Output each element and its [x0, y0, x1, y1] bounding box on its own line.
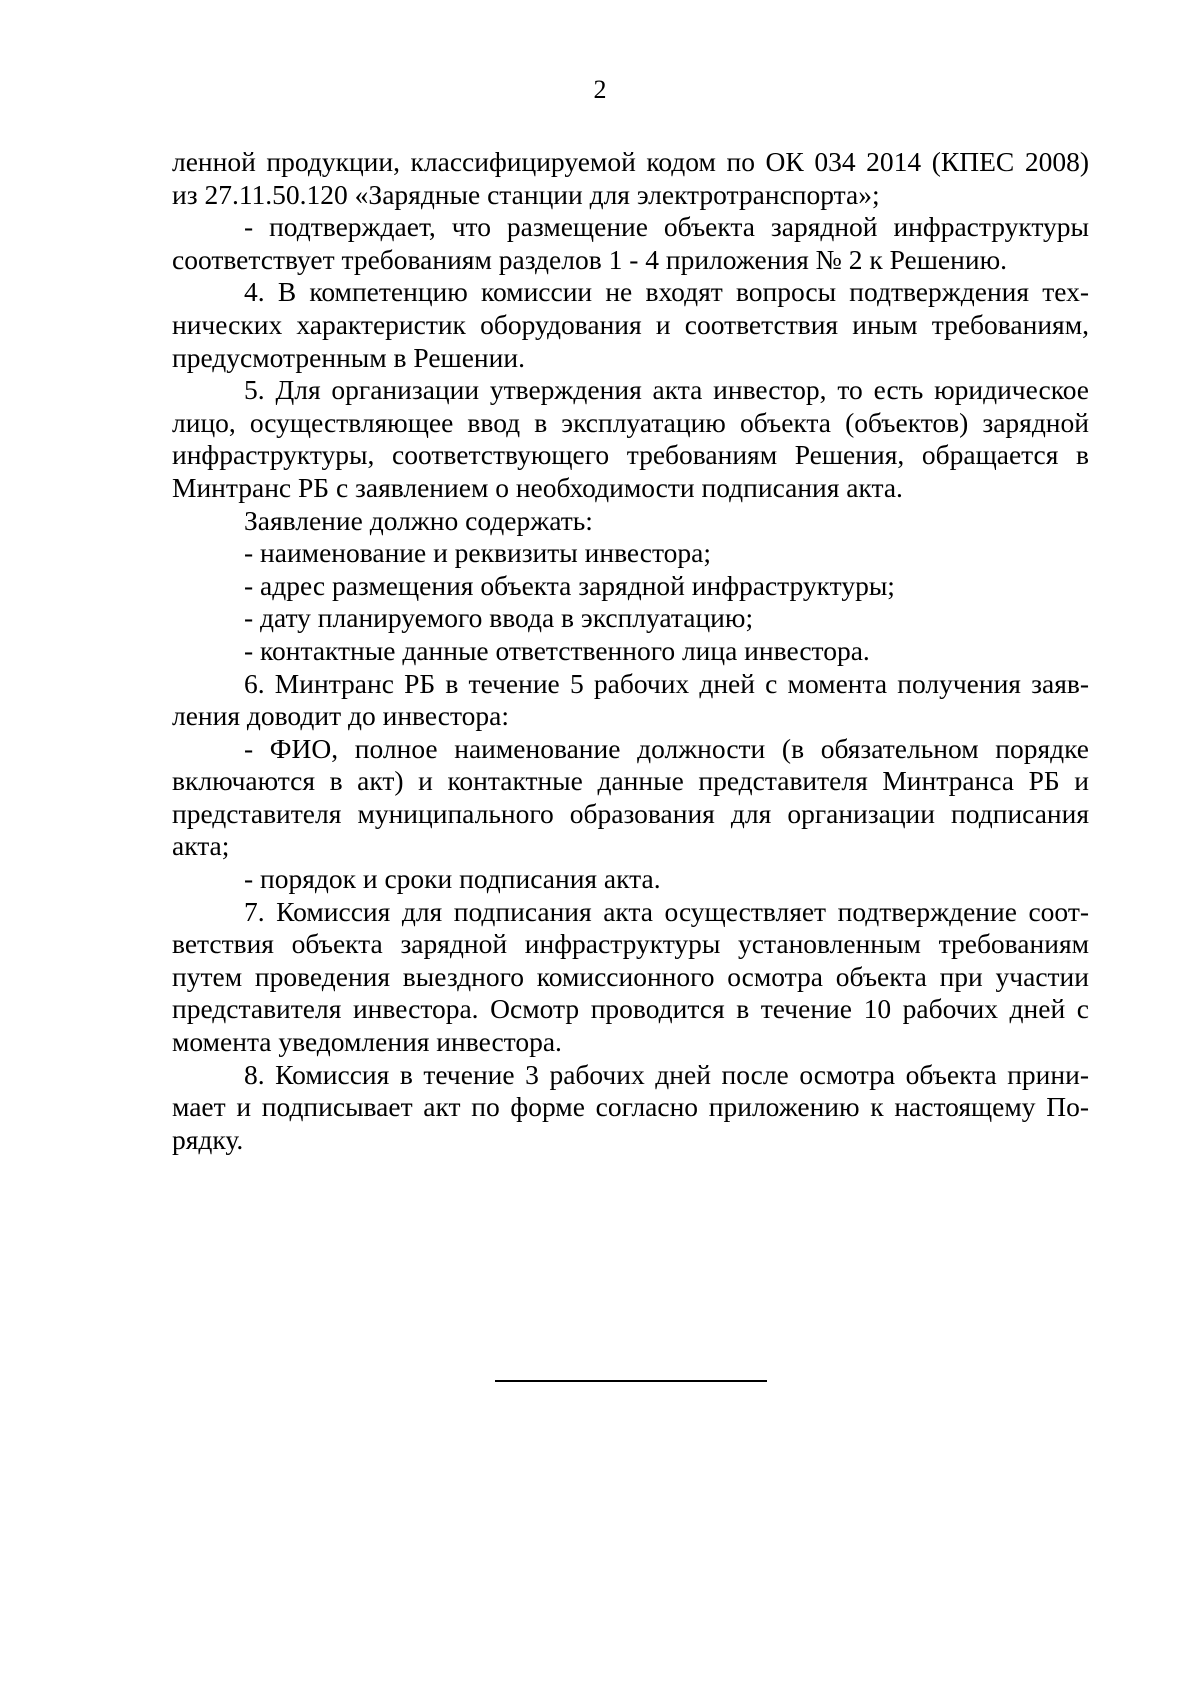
paragraph-p10	[172, 668, 1089, 733]
text-line: 7. Комиссия для подписания акта осуществляет подтверждение соот-	[244, 895, 1089, 927]
text-line: нических характеристик оборудования и соответствия иным требованиям,	[172, 308, 1089, 340]
paragraph-p12	[172, 863, 1089, 896]
paragraph-p14	[172, 1059, 1089, 1157]
text-line: ветствия объекта зарядной инфраструктуры установленным требованиям	[172, 928, 1089, 960]
text-line: акта;	[172, 830, 230, 862]
paragraph-p2	[172, 211, 1089, 276]
paragraph-p3	[172, 276, 1089, 374]
paragraph-p13	[172, 896, 1089, 1059]
text-line: - порядок и сроки подписания акта.	[244, 863, 661, 895]
page-number: 2	[593, 75, 607, 104]
text-line: представителя инвестора. Осмотр проводится в течение 10 рабочих дней с	[172, 993, 1089, 1025]
text-line: 4. В компетенцию комиссии не входят вопросы подтверждения тех-	[244, 276, 1089, 308]
paragraph-p8	[172, 602, 1089, 635]
paragraph-p11	[172, 733, 1089, 863]
paragraph-p9	[172, 635, 1089, 668]
text-line: ления доводит до инвестора:	[172, 700, 509, 732]
text-line: Заявление должно содержать:	[244, 504, 593, 536]
document-body	[172, 146, 1089, 1156]
text-line: 6. Минтранс РБ в течение 5 рабочих дней с момента получения заяв-	[244, 667, 1089, 699]
text-line: - дату планируемого ввода в эксплуатацию;	[244, 602, 754, 634]
text-line: - адрес размещения объекта зарядной инфраструктуры;	[244, 569, 895, 601]
text-line: путем проведения выездного комиссионного осмотра объекта при участии	[172, 960, 1089, 992]
text-line: соответствует требованиям разделов 1 - 4 приложения № 2 к Решению.	[172, 243, 1007, 275]
text-line: - наименование и реквизиты инвестора;	[244, 537, 712, 569]
paragraph-p1	[172, 146, 1089, 211]
text-line: рядку.	[172, 1123, 244, 1155]
text-line: ленной продукции, классифицируемой кодом по ОК 034 2014 (КПЕС 2008)	[172, 146, 1089, 177]
text-line: Минтранс РБ с заявлением о необходимости подписания акта.	[172, 471, 903, 503]
paragraph-p4	[172, 374, 1089, 504]
text-line: инфраструктуры, соответствующего требованиям Решения, обращается в	[172, 439, 1089, 471]
text-line: - подтверждает, что размещение объекта зарядной инфраструктуры	[244, 211, 1089, 243]
paragraph-p6	[172, 537, 1089, 570]
text-line: 5. Для организации утверждения акта инвестор, то есть юридическое	[244, 374, 1089, 406]
text-line: 8. Комиссия в течение 3 рабочих дней после осмотра объекта прини-	[244, 1058, 1089, 1090]
text-line: - контактные данные ответственного лица инвестора.	[244, 634, 870, 666]
text-line: предусмотренным в Решении.	[172, 341, 525, 373]
text-line: лицо, осуществляющее ввод в эксплуатацию объекта (объектов) зарядной	[172, 406, 1089, 438]
text-line: представителя муниципального образования для организации подписания	[172, 797, 1089, 829]
text-line: из 27.11.50.120 «Зарядные станции для электротранспорта»;	[172, 178, 880, 210]
paragraph-p7	[172, 570, 1089, 603]
text-line: мает и подписывает акт по форме согласно приложению к настоящему По-	[172, 1091, 1089, 1123]
text-line: - ФИО, полное наименование должности (в обязательном порядке	[244, 732, 1089, 764]
text-line: момента уведомления инвестора.	[172, 1026, 562, 1058]
paragraph-p5	[172, 505, 1089, 538]
text-line: включаются в акт) и контактные данные представителя Минтранса РБ и	[172, 765, 1089, 797]
end-divider-line	[495, 1380, 767, 1382]
